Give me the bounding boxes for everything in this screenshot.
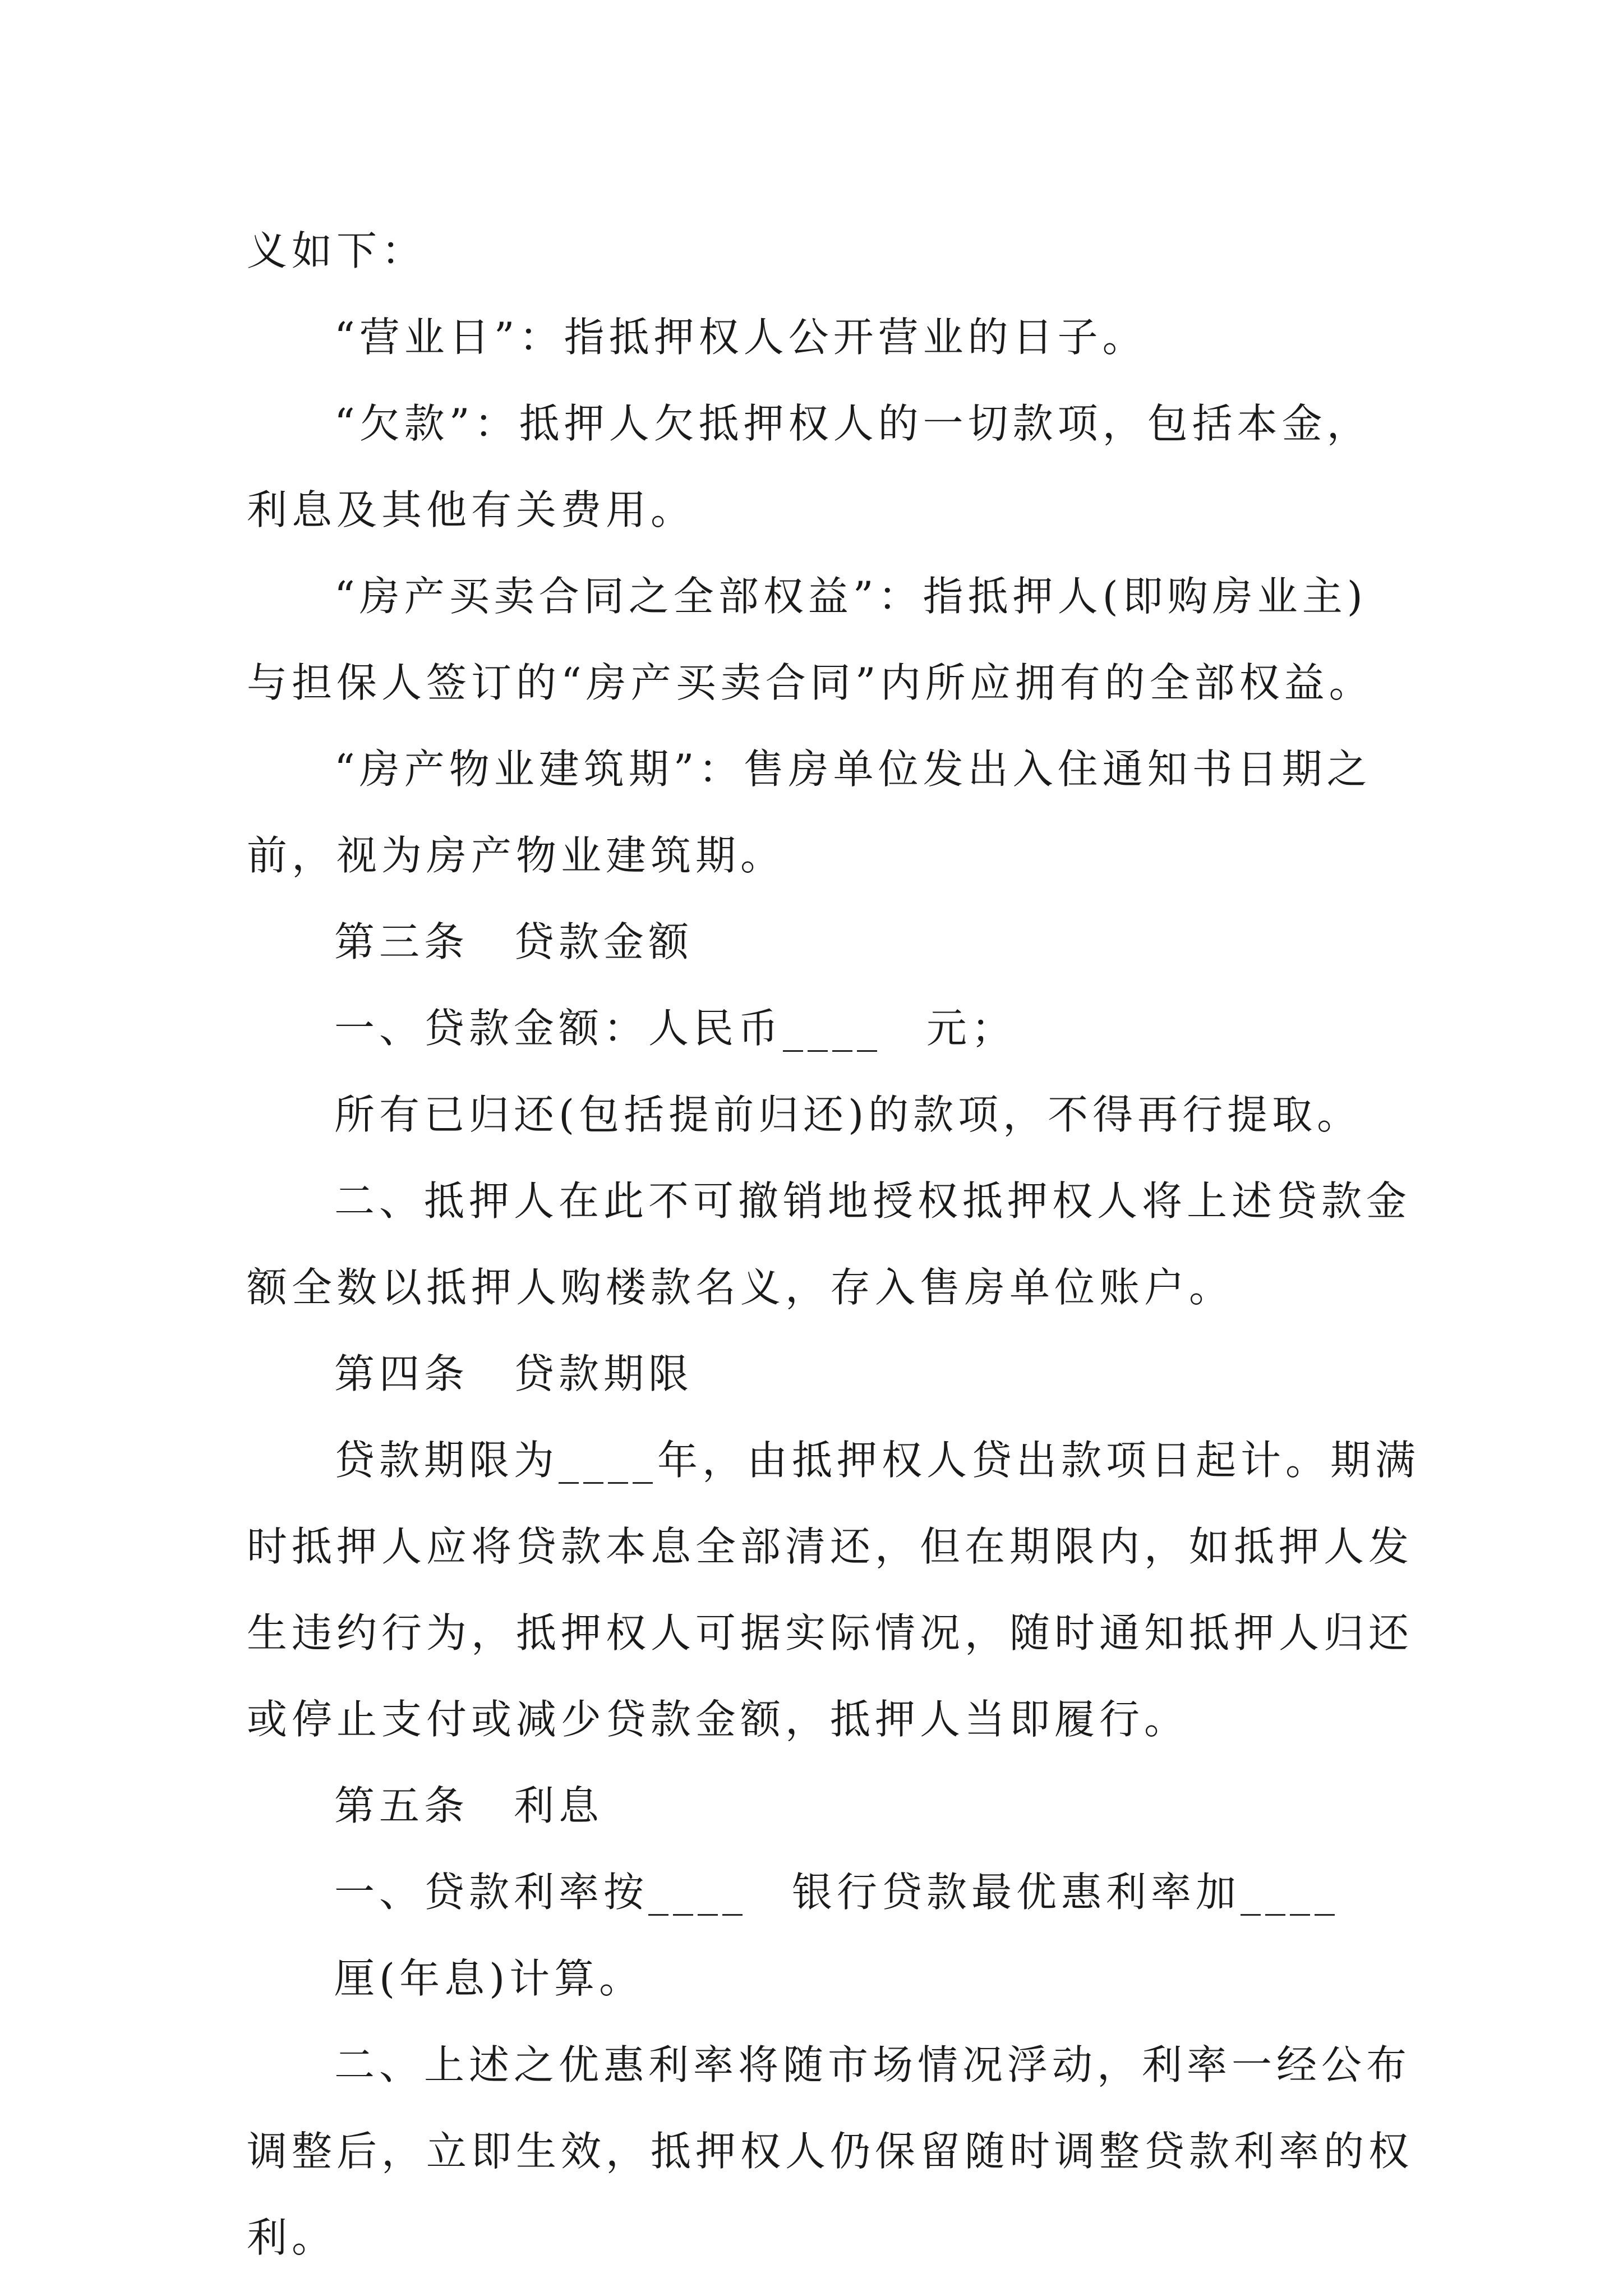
definition-construction-period: “房产物业建筑期”：售房单位发出入住通知书日期之 bbox=[334, 746, 1372, 793]
document-body bbox=[247, 208, 1421, 2281]
article-5-heading: 第五条 利息 bbox=[334, 1782, 604, 1829]
article-4-heading: 第四条 贷款期限 bbox=[334, 1350, 694, 1397]
text-line: 厘(年息)计算。 bbox=[334, 1955, 644, 2002]
rate-adjustment-clause: 二、上述之优惠利率将随市场情况浮动，利率一经公布 bbox=[334, 2041, 1412, 2088]
text-line: 生违约行为，抵押权人可据实际情况，随时通知抵押人归还 bbox=[247, 1609, 1414, 1657]
text-line: 利。 bbox=[247, 2214, 337, 2261]
text-line: 利息及其他有关费用。 bbox=[247, 486, 696, 533]
text-line: 所有已归还(包括提前归还)的款项，不得再行提取。 bbox=[334, 1091, 1362, 1138]
text-line: 调整后，立即生效，抵押权人仍保留随时调整贷款利率的权 bbox=[247, 2128, 1414, 2175]
definition-arrears: “欠款”：抵押人欠抵押权人的一切款项，包括本金， bbox=[334, 400, 1372, 447]
text-line: 前，视为房产物业建筑期。 bbox=[247, 832, 786, 879]
text-line: 义如下： bbox=[247, 227, 427, 274]
article-3-heading: 第三条 贷款金额 bbox=[334, 918, 694, 965]
definition-contract-rights: “房产买卖合同之全部权益”：指抵押人(即购房业主) bbox=[334, 573, 1367, 620]
text-line: 时抵押人应将贷款本息全部清还，但在期限内，如抵押人发 bbox=[247, 1523, 1414, 1570]
definition-business-day: “营业日”：指抵押权人公开营业的日子。 bbox=[334, 314, 1147, 361]
interest-rate-clause: 一、贷款利率按____ 银行贷款最优惠利率加____ bbox=[334, 1869, 1340, 1916]
loan-amount-clause: 一、贷款金额：人民币____ 元； bbox=[334, 1005, 1017, 1052]
text-line: 与担保人签订的“房产买卖合同”内所应拥有的全部权益。 bbox=[247, 659, 1374, 706]
text-line: 或停止支付或减少贷款金额，抵押人当即履行。 bbox=[247, 1696, 1189, 1743]
loan-term-clause: 贷款期限为____年，由抵押权人贷出款项日起计。期满 bbox=[334, 1437, 1421, 1484]
authorization-clause: 二、抵押人在此不可撤销地授权抵押权人将上述贷款金 bbox=[334, 1177, 1412, 1225]
text-line: 额全数以抵押人购楼款名义，存入售房单位账户。 bbox=[247, 1264, 1234, 1311]
